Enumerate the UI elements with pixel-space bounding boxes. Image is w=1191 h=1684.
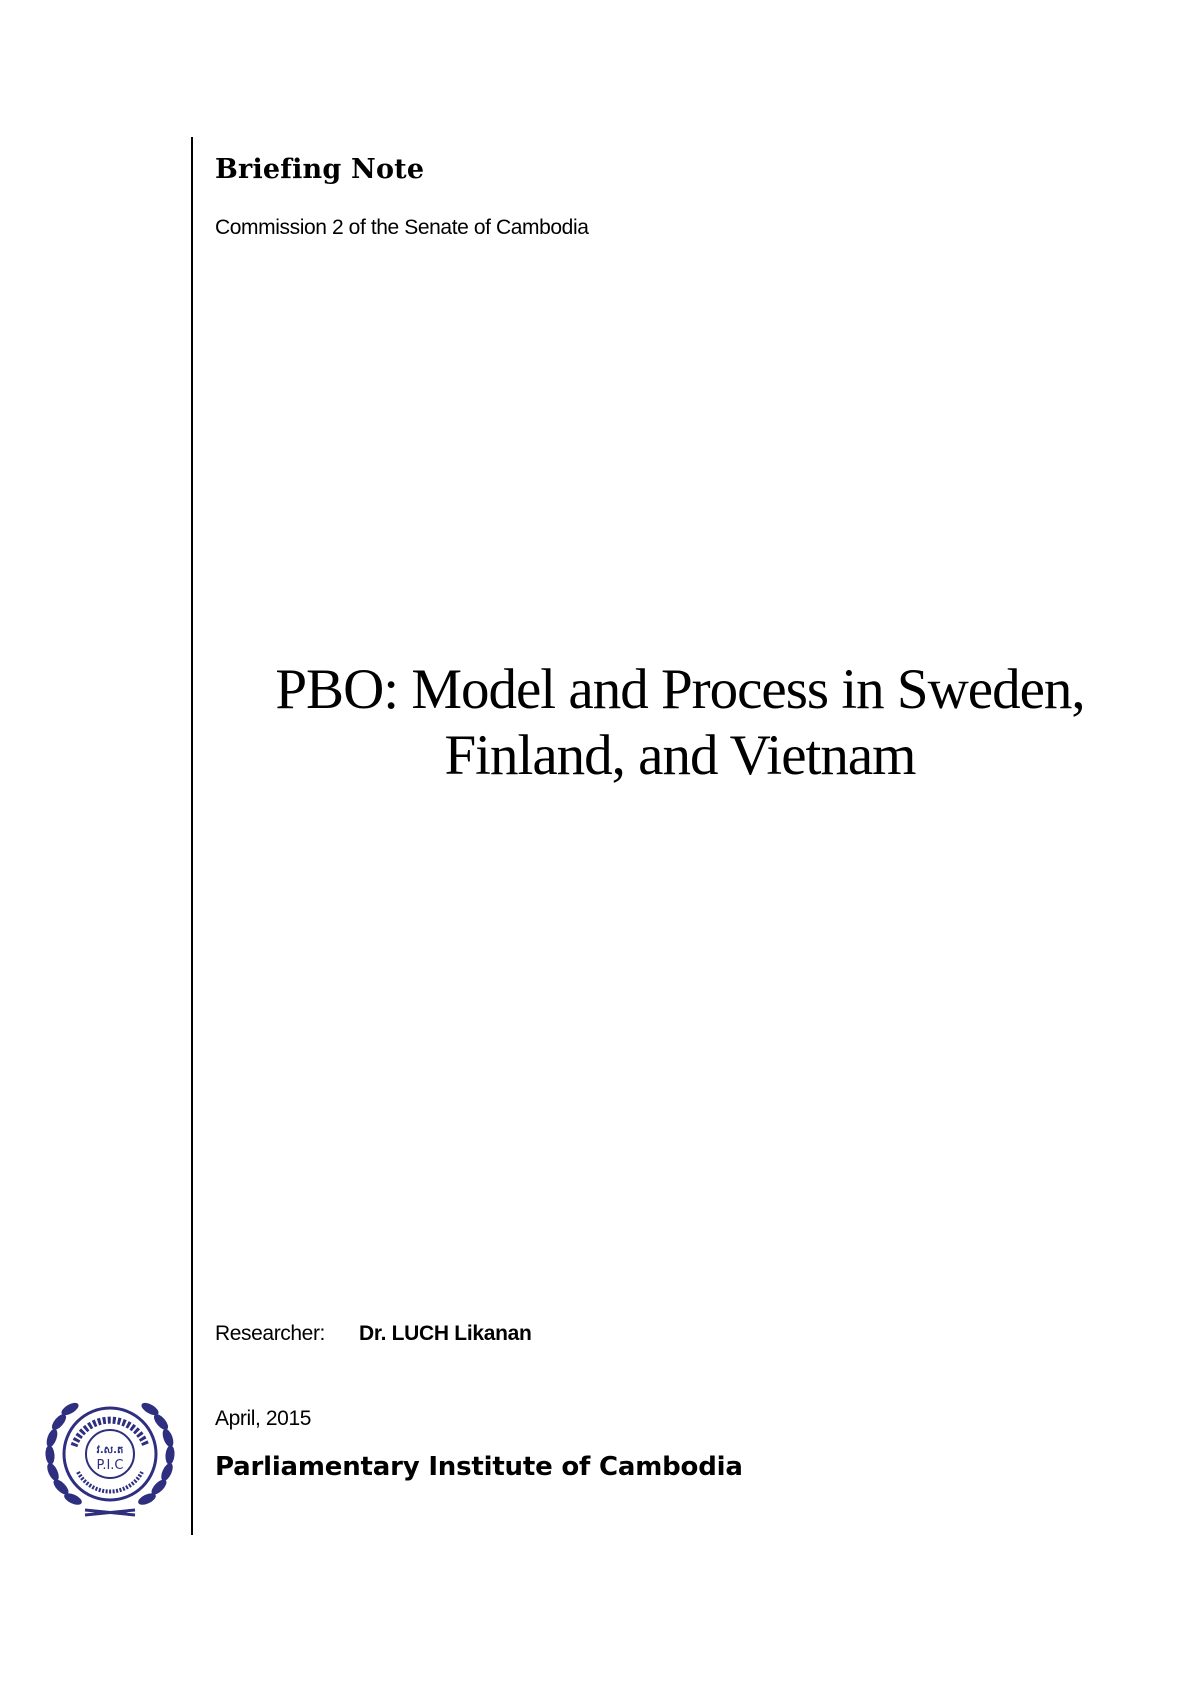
commission-line: Commission 2 of the Senate of Cambodia (215, 216, 589, 239)
report-title-line-1: PBO: Model and Process in Sweden, (275, 658, 1085, 721)
publication-date: April, 2015 (215, 1407, 311, 1430)
researcher-label: Researcher: (215, 1322, 325, 1345)
document-type: Briefing Note (215, 154, 425, 185)
institute-name: Parliamentary Institute of Cambodia (215, 1452, 743, 1482)
report-title-line-2: Finland, and Vietnam (444, 724, 916, 787)
seal-khmer-abbreviation: វ.ស.ត (96, 1445, 124, 1456)
report-title (200, 657, 1160, 789)
seal-english-arc (78, 1472, 142, 1492)
seal-abbreviation: P.I.C (96, 1458, 124, 1473)
pic-logo (40, 1390, 180, 1520)
vertical-rule (191, 137, 193, 1535)
researcher-row (215, 1322, 532, 1346)
researcher-name: Dr. LUCH Likanan (359, 1322, 532, 1345)
seal-khmer-arc (74, 1420, 146, 1446)
